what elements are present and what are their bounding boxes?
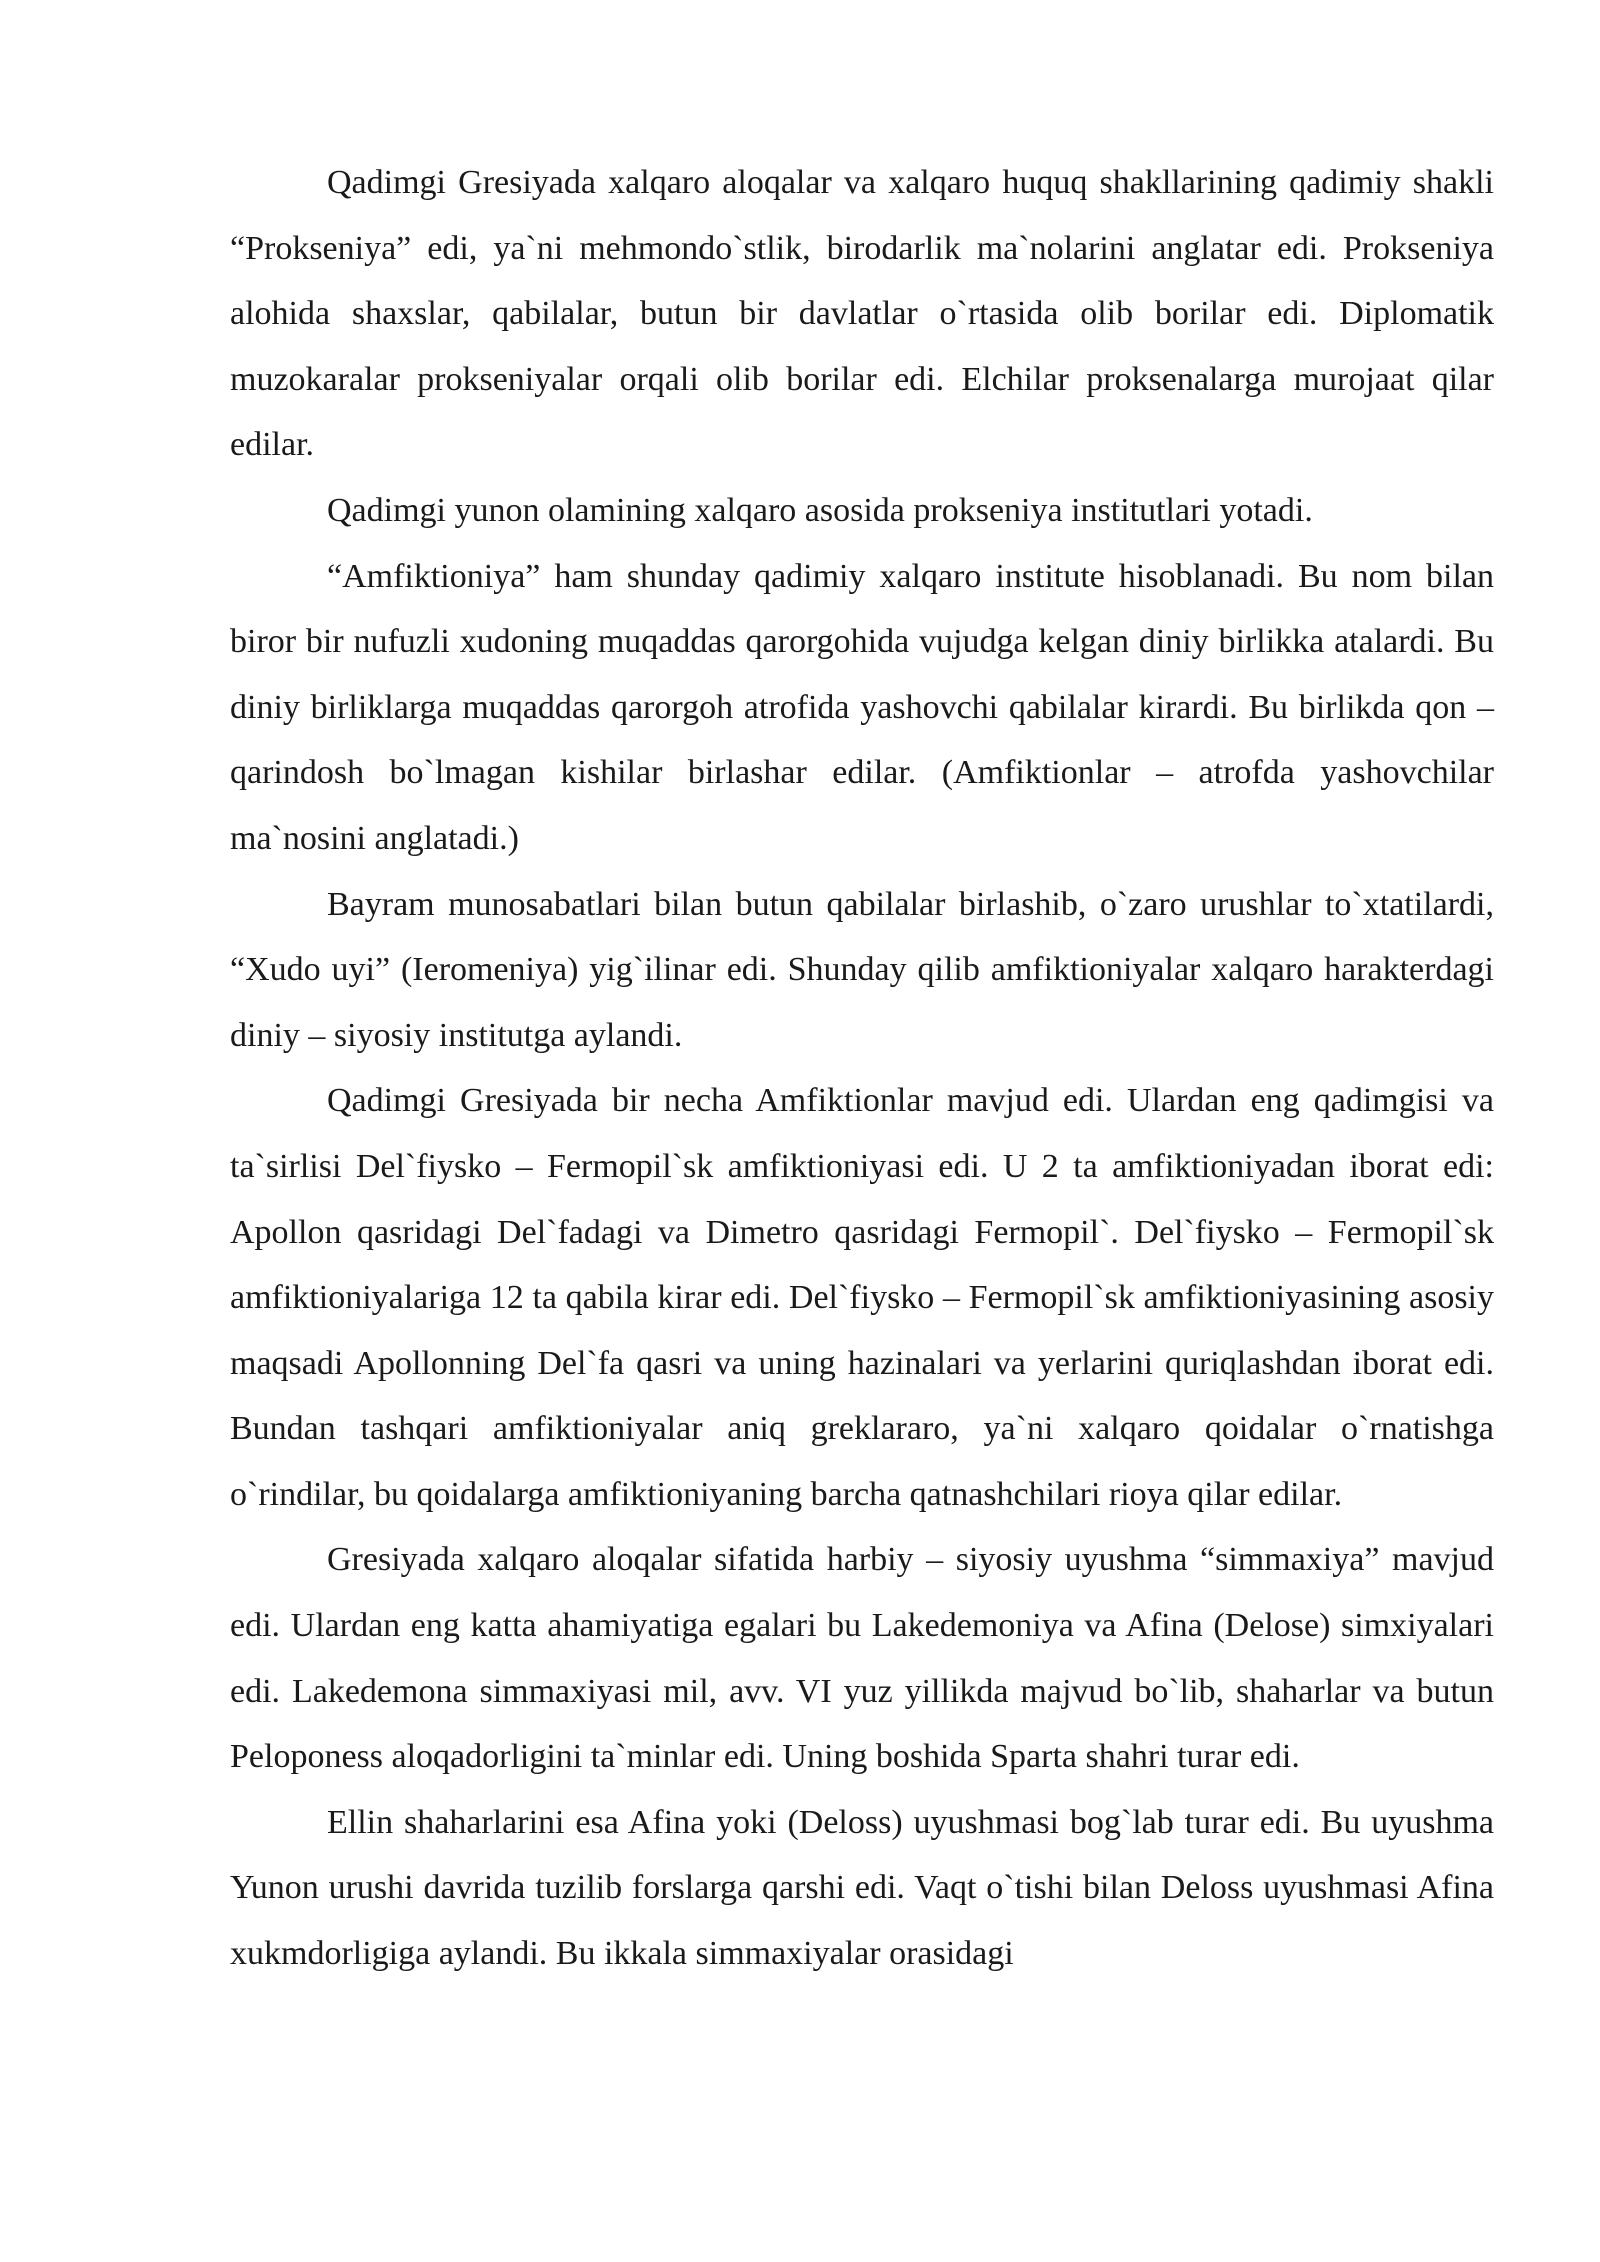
paragraph-prokseniya: Qadimgi Gresiyada xalqaro aloqalar va xalqaro huquq shakllarining qadimiy shakli “Prokseniya” edi, ya`ni mehmondo`stlik, birodarlik ma`nolarini anglatar edi. Prokseniya alohida shaxslar, qabilalar, butun bir davlatlar o`rtasida olib borilar edi. Diplomatik muzokaralar prokseniyalar orqali olib borilar edi. Elchilar proksenalarga murojaat qilar edilar. — [230, 164, 1494, 464]
paragraph-prokseniya-institutes: Qadimgi yunon olamining xalqaro asosida prokseniya institutlari yotadi. — [327, 491, 1313, 529]
paragraph-amfiktionlar: Qadimgi Gresiyada bir necha Amfiktionlar mavjud edi. Ulardan eng qadimgisi va ta`sirlisi Del`fiysko – Fermopil`sk amfiktioniyasi edi. U 2 ta amfiktioniyadan iborat edi: Apollon qasridagi Del`fadagi va Dimetro qasridagi Fermopil`. Del`fiysko – Fermopil`sk amfiktioniyalariga 12 ta qabila kirar edi. Del`fiysko – Fermopil`sk amfiktioniyasining asosiy maqsadi Apollonning Del`fa qasri va uning hazinalari va yerlarini quriqlashdan iborat edi. Bundan tashqari amfiktioniyalar aniq greklararo, ya`ni xalqaro qoidalar o`rnatishga o`rindilar, bu qoidalarga amfiktioniyaning barcha qatnashchilari rioya qilar edilar. — [230, 1082, 1494, 1513]
document-page — [230, 150, 1494, 1987]
paragraph-bayram: Bayram munosabatlari bilan butun qabilalar birlashib, o`zaro urushlar to`xtatilardi, “Xudo uyi” (Ieromeniya) yig`ilinar edi. Shunday qilib amfiktioniyalar xalqaro harakterdagi diniy – siyosiy institutga aylandi. — [230, 885, 1494, 1054]
paragraph-ellin: Ellin shaharlarini esa Afina yoki (Deloss) uyushmasi bog`lab turar edi. Bu uyushma Yunon urushi davrida tuzilib forslarga qarshi edi. Vaqt o`tishi bilan Deloss uyushmasi Afina xukmdorligiga aylandi. Bu ikkala simmaxiyalar orasidagi — [230, 1803, 1494, 1973]
paragraph-simmaxiya: Gresiyada xalqaro aloqalar sifatida harbiy – siyosiy uyushma “simmaxiya” mavjud edi. Ulardan eng katta ahamiyatiga egalari bu Lakedemoniya va Afina (Delose) simxiyalari edi. Lakedemona simmaxiyasi mil, avv. VI yuz yillikda majvud bo`lib, shaharlar va butun Peloponess aloqadorligini ta`minlar edi. Uning boshida Sparta shahri turar edi. — [230, 1541, 1494, 1776]
paragraph-amfiktioniya: “Amfiktioniya” ham shunday qadimiy xalqaro institute hisoblanadi. Bu nom bilan biror bir nufuzli xudoning muqaddas qarorgohida vujudga kelgan diniy birlikka atalardi. Bu diniy birliklarga muqaddas qarorgoh atrofida yashovchi qabilalar kirardi. Bu birlikda qon – qarindosh bo`lmagan kishilar birlashar edilar. (Amfiktionlar – atrofda yashovchilar ma`nosini anglatadi.) — [230, 557, 1494, 857]
